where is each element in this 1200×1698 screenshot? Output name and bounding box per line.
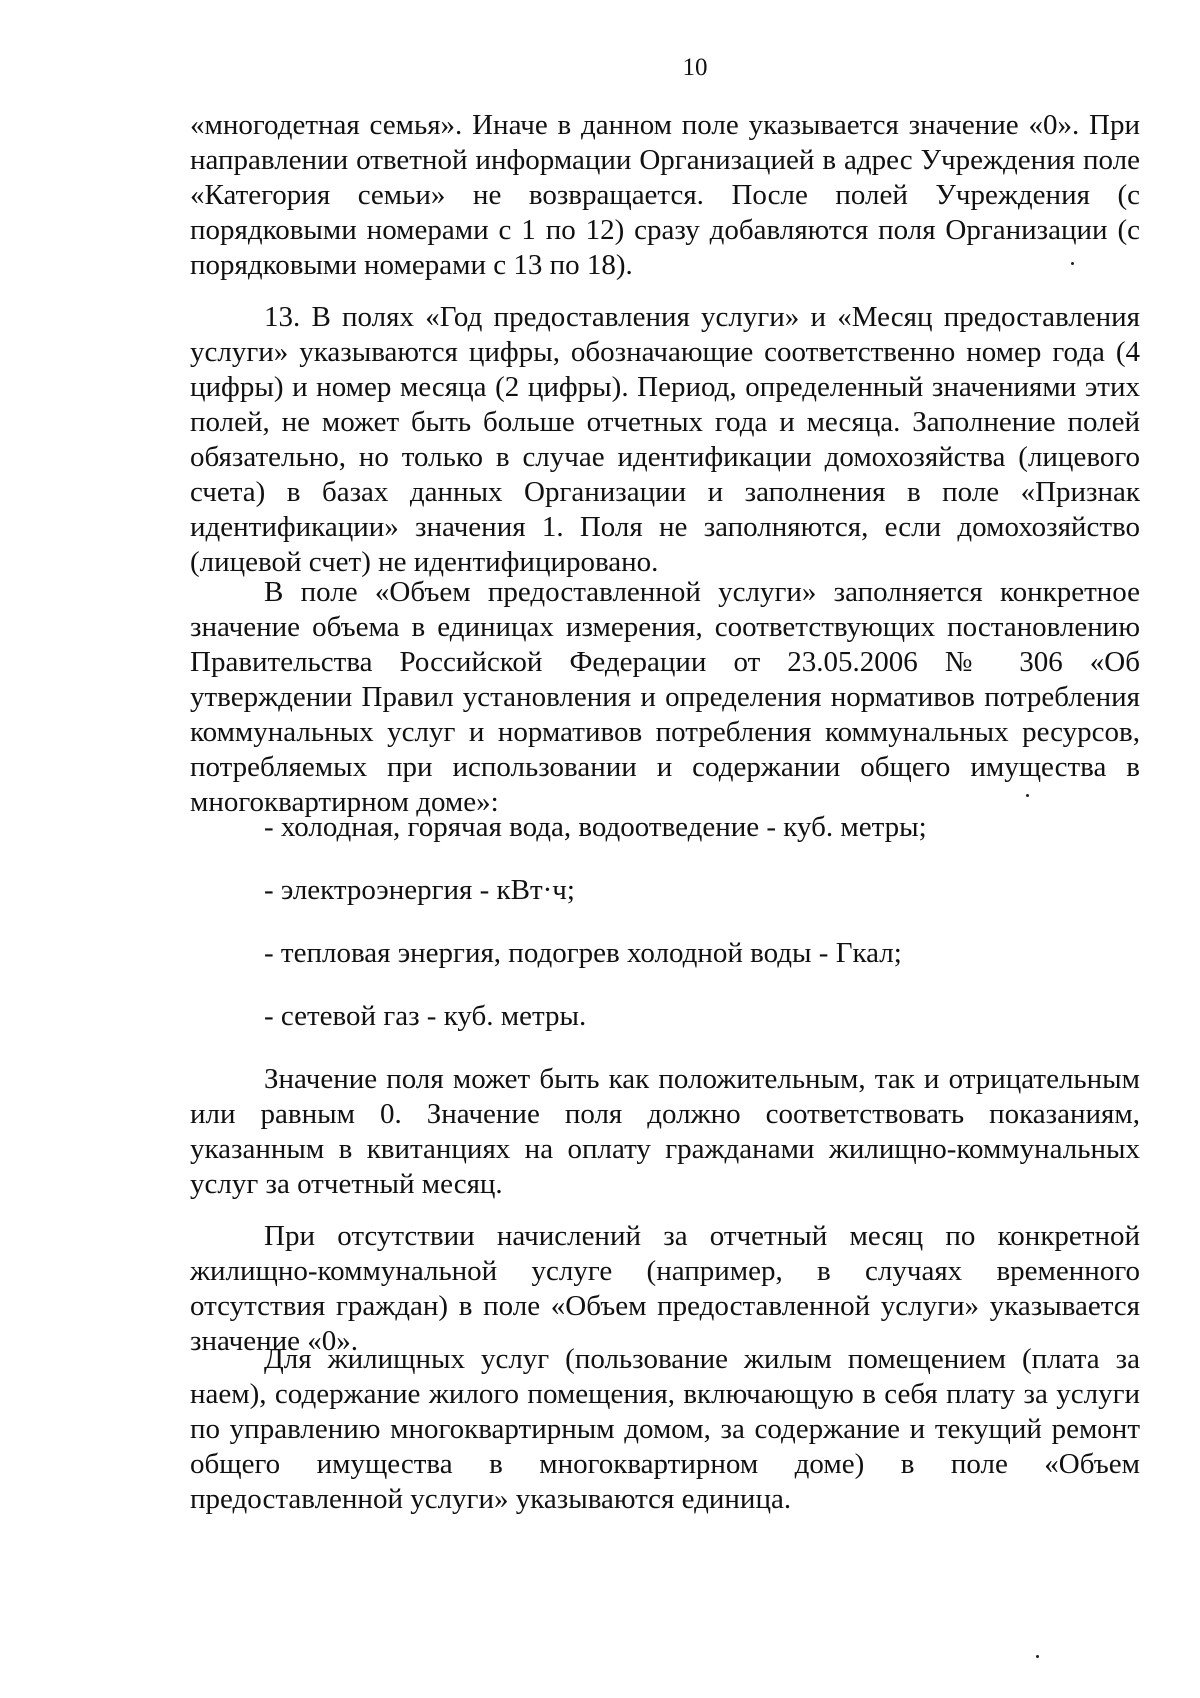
scan-speck — [1036, 1655, 1039, 1658]
paragraph-service-volume: В поле «Объем предоставленной услуги» заполняется конкретное значение объема в единицах измерения, соответствующих постановлению Правительства Российской Федерации от 23.05.2006 № 306 «Об утверждении Правил установления и определения нормативов потребления коммунальных услуг и нормативов потребления коммунальных ресурсов, потребляемых при использовании и содержании общего имущества в многоквартирном доме»: — [190, 576, 1140, 818]
paragraph-family-category: «многодетная семья». Иначе в данном поле указывается значение «0». При направлении ответной информации Организацией в адрес Учреждения поле «Категория семьи» не возвращается. После полей Учреждения (с порядковыми номерами с 1 по 12) сразу добавляются поля Организации (с порядковыми номерами с 13 по 18). — [190, 109, 1140, 281]
scan-speck — [1026, 794, 1029, 797]
list-item-heat: - тепловая энергия, подогрев холодной воды - Гкал; — [264, 937, 902, 969]
list-item-electricity: - электроэнергия - кВт·ч; — [264, 874, 575, 906]
page-number: 10 — [682, 54, 708, 81]
paragraph-housing-services: Для жилищных услуг (пользование жилым помещением (плата за наем), содержание жилого помещения, включающую в себя плату за услуги по управлению многоквартирным домом, за содержание и текущий ремонт общего имущества в многоквартирном доме) в поле «Объем предоставленной услуги» указываются единица. — [190, 1343, 1140, 1515]
list-item-water: - холодная, горячая вода, водоотведение - куб. метры; — [264, 811, 927, 843]
list-item-gas: - сетевой газ - куб. метры. — [264, 1000, 587, 1032]
paragraph-no-charges: При отсутствии начислений за отчетный месяц по конкретной жилищно-коммунальной услуге (например, в случаях временного отсутствия граждан) в поле «Объем предоставленной услуги» указывается значение «0». — [190, 1220, 1140, 1357]
paragraph-value-sign: Значение поля может быть как положительным, так и отрицательным или равным 0. Значение поля должно соответствовать показаниям, указанным в квитанциях на оплату гражданами жилищно-коммунальных услуг за отчетный месяц. — [190, 1063, 1140, 1200]
scan-speck — [1071, 262, 1074, 265]
paragraph-year-month-fields: 13. В полях «Год предоставления услуги» и «Месяц предоставления услуги» указываются цифры, обозначающие соответственно номер года (4 цифры) и номер месяца (2 цифры). Период, определенный значениями этих полей, не может быть больше отчетных года и месяца. Заполнение полей обязательно, но только в случае идентификации домохозяйства (лицевого счета) в базах данных Организации и заполнения в поле «Признак идентификации» значения 1. Поля не заполняются, если домохозяйство (лицевой счет) не идентифицировано. — [190, 301, 1140, 578]
